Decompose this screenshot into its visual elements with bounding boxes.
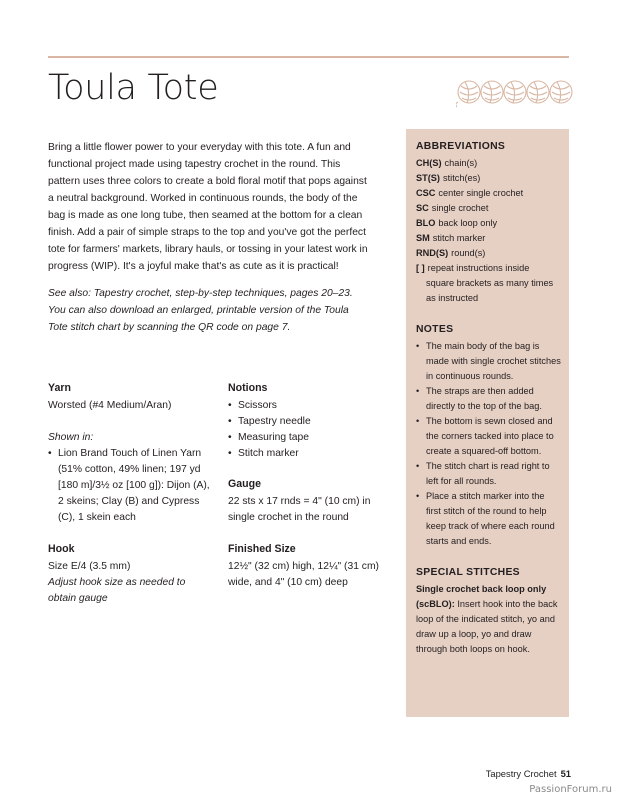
page-number: 51 <box>560 768 571 779</box>
abbreviation-row: CH(S) chain(s) <box>416 158 478 168</box>
abbreviation-continued: square brackets as many times <box>426 278 554 288</box>
note-item: • The straps are then added directly to the top of the bag. <box>416 384 561 414</box>
yarn-heading: Yarn <box>48 382 71 394</box>
finished-size-heading: Finished Size <box>228 543 296 555</box>
yarn-ball-icon <box>550 81 572 103</box>
hook-heading: Hook <box>48 543 75 555</box>
abbreviation-row: RND(S) round(s) <box>416 248 486 258</box>
watermark: PassionForum.ru <box>529 784 612 795</box>
top-rule <box>48 56 569 58</box>
notes-heading: NOTES <box>416 324 454 335</box>
abbreviation-row: [ ] repeat instructions inside <box>416 263 530 273</box>
see-also-paragraph: See also: Tapestry crochet, step-by-step techniques, pages 20–23. You can also download an enlarged, printable version of the Toula Tote stitch chart by scanning the QR code on page 7. <box>48 288 353 333</box>
special-stitch-description: Insert hook into the back loop of the indicated stitch, yo and draw up a loop, yo and draw through both loops on hook. <box>416 599 558 654</box>
footer-book-title: Tapestry Crochet <box>485 768 557 779</box>
notion-item: • Measuring tape <box>228 430 388 446</box>
yarn-balls-decoration <box>456 76 574 108</box>
abbreviations-heading: ABBREVIATIONS <box>416 141 506 152</box>
gauge-section <box>228 476 388 526</box>
finished-size-section <box>228 541 388 591</box>
yarn-weight: Worsted (#4 Medium/Aran) <box>48 400 172 411</box>
note-item: • The stitch chart is read right to left for all rounds. <box>416 459 561 489</box>
hook-section <box>48 541 213 607</box>
sidebar-panel <box>406 129 569 717</box>
notion-item: • Stitch marker <box>228 446 388 462</box>
finished-size-text: 12½" (32 cm) high, 12¼" (31 cm) wide, and 4" (10 cm) deep <box>228 561 379 588</box>
abbreviation-row: ST(S) stitch(es) <box>416 173 481 183</box>
yarn-ball-icon <box>527 81 549 103</box>
hook-size: Size E/4 (3.5 mm) <box>48 561 131 572</box>
notion-item: • Scissors <box>228 398 388 414</box>
abbreviation-row: SC single crochet <box>416 203 489 213</box>
page-footer <box>486 768 571 779</box>
special-stitches-heading: SPECIAL STITCHES <box>416 567 520 578</box>
yarn-ball-icon <box>504 81 526 103</box>
yarn-ball-icon <box>481 81 503 103</box>
hook-note: Adjust hook size as needed to obtain gauge <box>48 577 186 604</box>
abbreviation-row: CSC center single crochet <box>416 188 524 198</box>
abbreviation-continued: as instructed <box>426 293 479 303</box>
notions-section <box>228 380 388 462</box>
special-stitch-name: Single crochet back loop only (scBLO): <box>416 584 547 609</box>
note-item: • The bottom is sewn closed and the corners tacked into place to create a squared-off bottom. <box>416 414 561 459</box>
note-item: • The main body of the bag is made with single crochet stitches in continuous rounds. <box>416 339 561 384</box>
abbreviation-row: BLO back loop only <box>416 218 498 228</box>
page-title: Toula Tote <box>48 68 219 108</box>
abbreviation-row: SM stitch marker <box>416 233 486 243</box>
yarn-item: • Lion Brand Touch of Linen Yarn (51% cotton, 49% linen; 197 yd [180 m]/3½ oz [100 g]): Dijon (A), 2 skeins; Clay (B) and Cypress (C), 1 skein each <box>48 446 213 526</box>
gauge-text: 22 sts x 17 rnds = 4" (10 cm) in single crochet in the round <box>228 496 371 523</box>
note-item: • Place a stitch marker into the first stitch of the round to help keep track of where each round starts and ends. <box>416 489 561 549</box>
special-stitch-text <box>416 582 561 657</box>
gauge-heading: Gauge <box>228 478 261 490</box>
intro-paragraph: Bring a little flower power to your everyday with this tote. A fun and functional project made using tapestry crochet in the round. This pattern uses three colors to create a bold floral motif that pops against a neutral background. Worked in continuous rounds, the body of the bag is made as one long tube, then seamed at the bottom for a clean finish. Add a pair of simple straps to the top and you've got the perfect tote for farmers' markets, library hauls, or tossing in your latest work in progress (WIP). It's a joyful make that's as cute as it is practical! <box>48 142 368 272</box>
shown-in-label: Shown in: <box>48 432 94 443</box>
notion-item: • Tapestry needle <box>228 414 388 430</box>
notions-heading: Notions <box>228 382 268 394</box>
yarn-ball-icon <box>456 81 480 107</box>
yarn-section <box>48 380 213 526</box>
